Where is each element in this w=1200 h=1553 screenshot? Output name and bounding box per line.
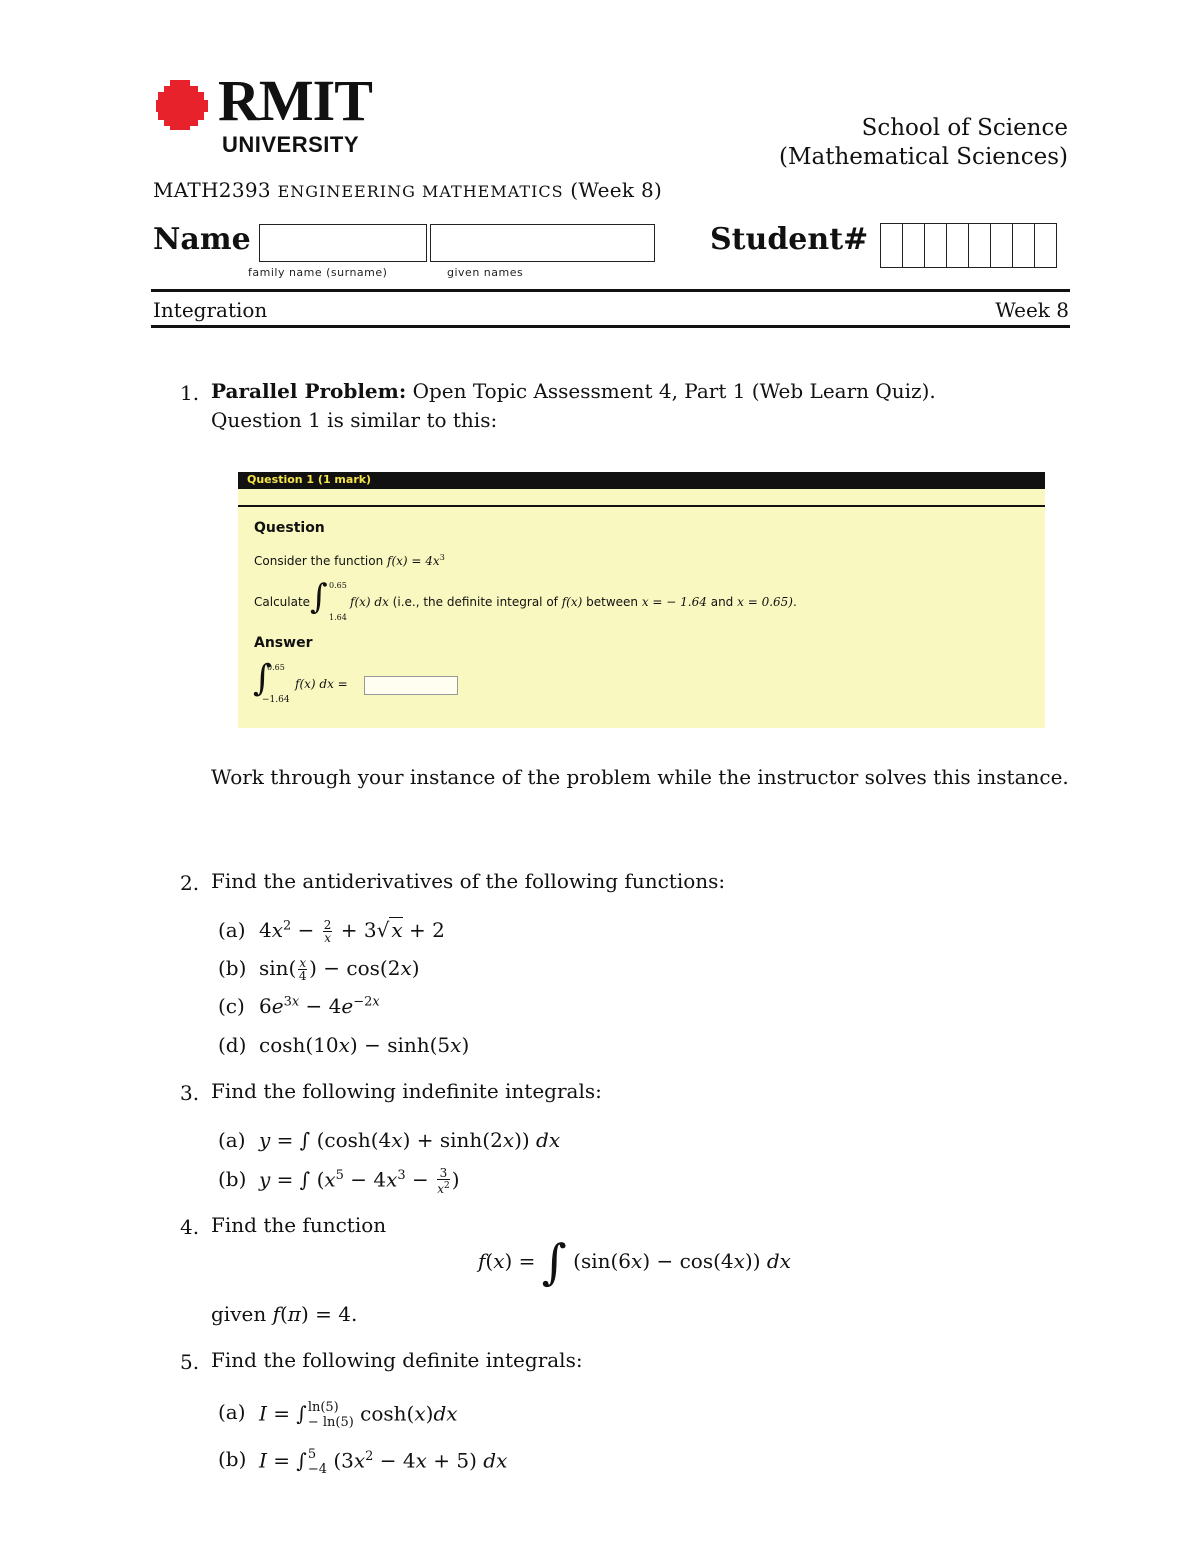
student-digit-box[interactable] <box>1013 224 1035 267</box>
q3b-label: (b) <box>218 1167 247 1191</box>
q4-number: 4. <box>180 1215 200 1239</box>
answer-integrand: f(x) dx = <box>295 677 348 691</box>
quiz-explanation-and: and <box>710 595 734 609</box>
q1-number: 1. <box>180 381 200 405</box>
answer-lower-limit: −1.64 <box>262 695 290 705</box>
q2c-label: (c) <box>218 994 245 1018</box>
q5a-label: (a) <box>218 1400 246 1424</box>
student-digit-box[interactable] <box>925 224 947 267</box>
quiz-integrand: f(x) dx <box>350 595 389 609</box>
q5-number: 5. <box>180 1350 200 1374</box>
name-label: Name <box>153 222 251 257</box>
student-number-boxes[interactable] <box>880 223 1057 268</box>
q1-line2: Question 1 is similar to this: <box>211 408 498 432</box>
integral-sign-icon: ∫ <box>310 577 328 617</box>
family-name-hint: family name (surname) <box>248 266 388 279</box>
answer-input[interactable] <box>364 676 458 695</box>
quiz-function: f(x) = 4x <box>387 554 440 568</box>
q2c-expression: $6e^{3x} - 4e^{-2x}$ <box>259 994 380 1018</box>
q5b-label: (b) <box>218 1447 247 1471</box>
rmit-logo-pixel-icon <box>156 80 208 130</box>
q1-footer: Work through your instance of the problem while the instructor solves this instance. <box>211 765 1069 789</box>
q2b-label: (b) <box>218 956 247 980</box>
quiz-lower-limit: 1.64 <box>329 613 347 622</box>
student-digit-box[interactable] <box>881 224 903 267</box>
q2d-expression: cosh(10x) − sinh(5x) <box>259 1033 470 1057</box>
quiz-calculate-text: Calculate <box>254 595 311 609</box>
q2-number: 2. <box>180 871 200 895</box>
logo-brand: RMIT <box>218 68 372 133</box>
q5-text: Find the following definite integrals: <box>211 1348 583 1372</box>
q4-given-text: given <box>211 1302 267 1326</box>
q2a-label: (a) <box>218 918 246 942</box>
header-rule-bottom <box>151 325 1070 328</box>
q4-text: Find the function <box>211 1213 387 1237</box>
quiz-consider-line <box>254 553 445 568</box>
week-label: Week 8 <box>995 298 1069 322</box>
header-rule-top <box>151 289 1070 292</box>
quiz-upper-limit: 0.65 <box>329 581 347 590</box>
student-digit-box[interactable] <box>969 224 991 267</box>
quiz-function-exp: 3 <box>439 553 445 562</box>
given-names-box[interactable] <box>430 224 655 262</box>
school-line-1: School of Science <box>861 115 1068 141</box>
q2-text: Find the antiderivatives of the following functions: <box>211 869 726 893</box>
student-digit-box[interactable] <box>991 224 1013 267</box>
logo-subtitle: UNIVERSITY <box>222 132 360 157</box>
student-number-label: Student# <box>710 222 869 257</box>
family-name-box[interactable] <box>259 224 427 262</box>
course-name: ENGINEERING MATHEMATICS <box>277 182 564 201</box>
course-title <box>153 178 662 202</box>
topic-title: Integration <box>153 298 268 322</box>
q5a-expression: I = ∫ ln(5) − ln(5) cosh(x)dx <box>259 1400 458 1430</box>
quiz-title: Question 1 (1 mark) <box>247 473 372 486</box>
q1-lead <box>211 381 936 401</box>
q1-lead-bold: Parallel Problem: <box>211 379 407 403</box>
student-digit-box[interactable] <box>1035 224 1056 267</box>
quiz-divider <box>238 505 1045 507</box>
answer-integral-sign-icon: ∫ <box>253 658 272 699</box>
q3-number: 3. <box>180 1081 200 1105</box>
q4-given: given f(π) = 4. <box>211 1302 358 1326</box>
q2b-expression: sin( $\frac{x}{4}$ ) − cos(2x) <box>259 956 420 983</box>
quiz-explanation-x1: x = − 1.64 <box>641 595 707 609</box>
q3b-expression: y = ∫ ($x^5 - 4x^3$ − $\frac{3}{x^2}$ ) <box>259 1166 460 1196</box>
quiz-explanation-b: between <box>586 595 639 609</box>
quiz-explanation-a: (i.e., the definite integral of <box>392 595 558 609</box>
q3a-label: (a) <box>218 1128 246 1152</box>
q3a-expression: y = ∫ (cosh(4x) + sinh(2x)) dx <box>259 1128 561 1152</box>
quiz-question-heading: Question <box>254 520 325 536</box>
quiz-calculate-rest <box>350 595 797 609</box>
given-names-hint: given names <box>447 266 524 279</box>
school-name <box>779 114 1068 172</box>
q1-lead-rest: Open Topic Assessment 4, Part 1 (Web Learn Quiz). <box>412 379 936 403</box>
q5b-expression: I = ∫ 5 −4 $(3x^2 - 4x + 5)$ dx <box>259 1447 508 1477</box>
quiz-explanation-f: f(x) <box>561 595 583 609</box>
q4-expression: f(x) = ∫ (sin(6x) − cos(4x)) dx <box>478 1234 791 1291</box>
course-code: MATH2393 <box>153 178 271 202</box>
course-week: (Week 8) <box>570 178 663 202</box>
quiz-consider-text: Consider the function <box>254 554 384 568</box>
student-digit-box[interactable] <box>947 224 969 267</box>
q2d-label: (d) <box>218 1033 247 1057</box>
quiz-explanation-x2: x = 0.65). <box>737 595 797 609</box>
answer-upper-limit: 0.65 <box>267 663 285 672</box>
student-digit-box[interactable] <box>903 224 925 267</box>
quiz-answer-heading: Answer <box>254 635 313 651</box>
q3-text: Find the following indefinite integrals: <box>211 1079 602 1103</box>
q2a-expression: $4x^2$ − $\frac{2}{x}$ + 3√ x + 2 <box>259 918 445 945</box>
school-line-2: (Mathematical Sciences) <box>779 144 1068 170</box>
